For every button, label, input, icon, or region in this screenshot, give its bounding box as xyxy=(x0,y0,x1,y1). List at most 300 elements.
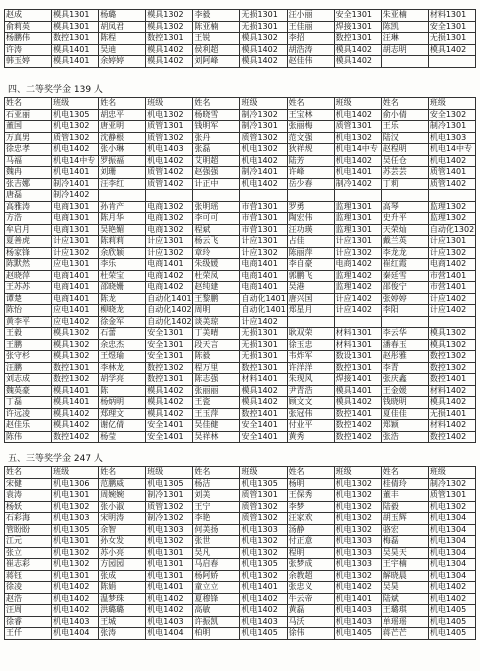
top-table xyxy=(4,9,476,68)
student-name-cell: 杜荣宝 xyxy=(99,270,146,282)
table-row xyxy=(5,408,476,420)
student-name-cell: 高雅涛 xyxy=(5,201,52,213)
student-name-cell xyxy=(287,190,334,202)
student-name-cell: 范鹏威 xyxy=(99,478,146,490)
class-cell: 机电1301 xyxy=(146,547,193,559)
class-cell: 质管1402 xyxy=(428,178,475,190)
student-name-cell: 夏善虎 xyxy=(5,236,52,248)
class-cell: 计应1302 xyxy=(334,247,381,259)
class-cell: 机电1302 xyxy=(146,109,193,121)
class-cell: 机电1402 xyxy=(240,178,287,190)
student-name-cell: 张吉娜 xyxy=(5,178,52,190)
class-cell: 机电1302 xyxy=(52,501,99,513)
student-name-cell: 张庆鑫 xyxy=(381,374,428,386)
class-cell: 机电1304 xyxy=(428,524,475,536)
student-name-cell: 张丽梅 xyxy=(287,121,334,133)
student-name-cell: 刘珊 xyxy=(99,167,146,179)
student-name-cell: 余忠杰 xyxy=(99,339,146,351)
class-cell: 制冷1402 xyxy=(334,178,381,190)
class-cell: 模具1401 xyxy=(334,385,381,397)
class-cell: 市营1401 xyxy=(428,282,475,294)
student-name-cell: 赵晓萍 xyxy=(5,270,52,282)
class-cell: 模具1402 xyxy=(146,385,193,397)
table-row xyxy=(5,536,476,548)
class-cell: 机电1402 xyxy=(146,605,193,617)
class-cell: 模具1402 xyxy=(146,408,193,420)
student-name-cell: 李青 xyxy=(381,362,428,374)
class-cell: 材料1402 xyxy=(428,385,475,397)
class-cell: 模具1402 xyxy=(146,44,193,56)
student-name-cell: 章玲 xyxy=(193,247,240,259)
student-name-cell: 吴祥林 xyxy=(193,431,240,443)
top-table-section xyxy=(4,9,476,68)
class-cell: 机电1302 xyxy=(334,524,381,536)
student-name-cell: 陈默然 xyxy=(5,259,52,271)
student-name-cell: 顾文文 xyxy=(287,397,334,409)
class-cell: 模具1301 xyxy=(52,21,99,33)
class-cell: 材料1301 xyxy=(334,328,381,340)
class-cell: 机电1304 xyxy=(428,513,475,525)
class-cell: 数控1402 xyxy=(52,431,99,443)
class-cell: 机电1404 xyxy=(52,628,99,640)
class-cell: 电商1401 xyxy=(240,259,287,271)
class-cell: 机电1401 xyxy=(146,582,193,594)
student-name-cell: 管盼盼 xyxy=(5,524,52,536)
class-cell: 制冷1302 xyxy=(240,109,287,121)
student-name-cell: 童立立 xyxy=(193,582,240,594)
student-name-cell: 王鹏 xyxy=(5,339,52,351)
class-cell: 模具1402 xyxy=(334,44,381,56)
class-cell: 自动化1401 xyxy=(241,305,286,314)
table-row xyxy=(5,213,476,225)
class-cell: 安全1301 xyxy=(428,21,475,33)
class-cell xyxy=(428,190,475,202)
class-cell: 无损1301 xyxy=(240,10,287,22)
class-cell: 模具1302 xyxy=(146,10,193,22)
class-cell: 计应1302 xyxy=(146,247,193,259)
student-name-cell: 王宇楠 xyxy=(381,559,428,571)
column-header: 姓名 xyxy=(381,467,428,479)
second-prize-table xyxy=(4,97,476,443)
student-name-cell: 占佳 xyxy=(287,236,334,248)
class-cell: 机电1402 xyxy=(240,593,287,605)
class-cell: 机电1302 xyxy=(240,536,287,548)
class-cell: 计应1402 xyxy=(428,305,475,317)
table-row xyxy=(5,374,476,386)
class-cell: 机电1401 xyxy=(334,593,381,605)
class-cell: 数控1301 xyxy=(146,374,193,386)
student-name-cell: 陈娟 xyxy=(99,582,146,594)
table-row xyxy=(5,362,476,374)
third-prize-section xyxy=(4,452,476,640)
class-cell: 机电1302 xyxy=(334,570,381,582)
student-name-cell: 丁磊 xyxy=(5,397,52,409)
class-cell: 模具1402 xyxy=(428,44,475,56)
student-name-cell: 韦炸军 xyxy=(287,351,334,363)
column-header: 班级 xyxy=(428,98,475,110)
table-row xyxy=(5,282,476,294)
class-cell: 质管1402 xyxy=(146,178,193,190)
student-name-cell: 张守杉 xyxy=(5,351,52,363)
class-cell: 安全1401 xyxy=(146,431,193,443)
table-row xyxy=(5,339,476,351)
class-cell: 无损1301 xyxy=(240,328,287,340)
student-name-cell: 郑理文 xyxy=(99,408,146,420)
student-name-cell: 杨鹏伟 xyxy=(5,33,52,45)
column-header: 班级 xyxy=(52,98,99,110)
student-name-cell: 秦廷雪 xyxy=(381,270,428,282)
student-name-cell: 朱亚楠 xyxy=(381,10,428,22)
student-name-cell: 王毅 xyxy=(5,328,52,340)
class-cell: 机电14中专 xyxy=(334,144,381,156)
student-name-cell: 计正中 xyxy=(193,178,240,190)
student-name-cell: 戴兰英 xyxy=(381,236,428,248)
class-cell: 模具1402 xyxy=(52,420,99,432)
student-name-cell: 马福 xyxy=(5,155,52,167)
student-name-cell: 赵纯建 xyxy=(193,282,240,294)
class-cell: 机电1405 xyxy=(428,605,475,617)
class-cell: 无损1301 xyxy=(240,339,287,351)
class-cell: 机电1302 xyxy=(334,513,381,525)
table-row xyxy=(5,259,476,271)
class-cell: 机电1402 xyxy=(52,144,99,156)
class-cell: 机电1402 xyxy=(52,582,99,594)
class-cell: 机电1402 xyxy=(240,155,287,167)
class-cell: 模具1301 xyxy=(52,10,99,22)
class-cell: 模具1402 xyxy=(240,385,287,397)
student-name-cell: 马沃 xyxy=(287,616,334,628)
class-cell: 安全1301 xyxy=(146,339,193,351)
student-name-cell: 柏明 xyxy=(193,628,240,640)
table-row xyxy=(5,190,476,202)
class-cell: 计应1301 xyxy=(146,236,193,248)
student-name-cell: 王保秀 xyxy=(287,490,334,502)
student-name-cell: 牟启月 xyxy=(5,224,52,236)
table-row xyxy=(5,513,476,525)
student-name-cell: 李自豪 xyxy=(287,259,334,271)
student-name-cell: 赵浩 xyxy=(5,593,52,605)
student-name-cell: 汪家欢 xyxy=(287,513,334,525)
class-cell: 模具1402 xyxy=(240,44,287,56)
student-name-cell: 朱现风 xyxy=(287,374,334,386)
third-prize-table xyxy=(4,466,476,640)
student-name-cell: 王仟 xyxy=(5,628,52,640)
student-name-cell: 张磊 xyxy=(193,144,240,156)
column-header: 班级 xyxy=(146,98,193,110)
student-name-cell: 李乐 xyxy=(99,259,146,271)
class-cell: 机电1402 xyxy=(334,155,381,167)
student-name-cell: 钱明军 xyxy=(193,121,240,133)
student-name-cell: 刘志成 xyxy=(5,374,52,386)
class-cell: 自动化1402 xyxy=(147,305,192,314)
class-cell: 机电1301 xyxy=(52,490,99,502)
class-cell: 机电1305 xyxy=(52,524,99,536)
student-name-cell: 骆宏 xyxy=(381,524,428,536)
student-name-cell: 李龙龙 xyxy=(381,247,428,259)
student-name-cell: 程明 xyxy=(287,547,334,559)
student-name-cell: 郑颖 xyxy=(381,420,428,432)
class-cell: 机电1303 xyxy=(334,559,381,571)
class-cell: 安全1301 xyxy=(146,328,193,340)
class-cell: 质管1302 xyxy=(240,132,287,144)
column-header: 班级 xyxy=(240,467,287,479)
student-name-cell: 杨家锋 xyxy=(5,247,52,259)
class-cell: 制冷1302 xyxy=(428,478,475,490)
class-cell: 制冷1302 xyxy=(146,513,193,525)
student-name-cell: 夏穆锋 xyxy=(193,593,240,605)
student-name-cell xyxy=(99,190,146,202)
table-row xyxy=(5,33,476,45)
student-name-cell: 杨莹 xyxy=(99,431,146,443)
table-row xyxy=(5,501,476,513)
class-cell: 机电1302 xyxy=(52,547,99,559)
class-cell: 机电1405 xyxy=(334,628,381,640)
class-cell: 模具1302 xyxy=(428,328,475,340)
class-cell: 质管1301 xyxy=(428,490,475,502)
student-name-cell: 李毅 xyxy=(193,10,240,22)
table-row xyxy=(5,616,476,628)
student-name-cell: 胡学亮 xyxy=(99,374,146,386)
student-name-cell: 王瓷 xyxy=(193,397,240,409)
table-row xyxy=(5,236,476,248)
student-name-cell: 黄秀 xyxy=(287,431,334,443)
student-name-cell: 罗勇 xyxy=(287,201,334,213)
student-name-cell: 孙女发 xyxy=(99,536,146,548)
class-cell: 电商1401 xyxy=(240,282,287,294)
table-row xyxy=(5,305,476,317)
class-cell: 电商1401 xyxy=(52,270,99,282)
class-cell: 自动化1401 xyxy=(241,293,286,303)
student-name-cell: 杨妖 xyxy=(5,501,52,513)
student-name-cell: 唐磊 xyxy=(5,190,52,202)
student-name-cell: 胡浩涛 xyxy=(287,44,334,56)
table-row xyxy=(5,431,476,443)
student-name-cell: 吴艳媚 xyxy=(99,224,146,236)
class-cell: 应电1401 xyxy=(52,305,99,317)
class-cell: 制冷1301 xyxy=(146,490,193,502)
student-name-cell: 张梦成 xyxy=(287,559,334,571)
class-cell: 数控1401 xyxy=(428,374,475,386)
class-cell: 机电1402 xyxy=(334,582,381,594)
class-cell: 机电1403 xyxy=(146,144,193,156)
class-cell: 机电1303 xyxy=(428,132,475,144)
student-name-cell: 刘美 xyxy=(193,490,240,502)
class-cell: 机电1303 xyxy=(52,513,99,525)
student-name-cell: 张世 xyxy=(193,536,240,548)
table-row xyxy=(5,490,476,502)
student-name-cell: 郑星月 xyxy=(287,305,334,317)
column-header: 姓名 xyxy=(5,467,52,479)
student-name-cell: 万真男 xyxy=(5,132,52,144)
class-cell: 数控1301 xyxy=(146,33,193,45)
class-cell: 计应1402 xyxy=(240,316,287,328)
student-name-cell: 张成 xyxy=(99,570,146,582)
class-cell xyxy=(146,190,193,202)
student-name-cell: 杨明 xyxy=(287,478,334,490)
student-name-cell: 段天言 xyxy=(193,339,240,351)
class-cell: 机电1304 xyxy=(428,536,475,548)
student-name-cell: 余婷婷 xyxy=(99,56,146,68)
table-row xyxy=(5,44,476,56)
student-name-cell: 范文强 xyxy=(287,132,334,144)
student-name-cell: 朱级媛 xyxy=(193,259,240,271)
class-cell: 自动化1402 xyxy=(147,316,192,326)
student-name-cell: 陈 xyxy=(99,385,146,397)
student-name-cell: 吴佳健 xyxy=(193,420,240,432)
table-row xyxy=(5,628,476,640)
class-cell: 机电1403 xyxy=(240,616,287,628)
student-name-cell: 王黎鹏 xyxy=(193,293,240,305)
class-cell: 机电1305 xyxy=(240,478,287,490)
class-cell: 计应1301 xyxy=(428,236,475,248)
class-cell: 焊接1401 xyxy=(334,374,381,386)
class-cell: 电商1301 xyxy=(52,224,99,236)
table-row xyxy=(5,132,476,144)
class-cell: 制冷1402 xyxy=(52,190,99,202)
class-cell: 模具1401 xyxy=(52,44,99,56)
student-name-cell: 温梦珠 xyxy=(99,593,146,605)
class-cell: 机电1402 xyxy=(428,593,475,605)
class-cell xyxy=(334,190,381,202)
class-cell: 电商1402 xyxy=(146,282,193,294)
table-row xyxy=(5,224,476,236)
student-name-cell: 唐亚明 xyxy=(99,121,146,133)
class-cell: 质管1302 xyxy=(240,501,287,513)
class-cell: 数设1301 xyxy=(334,351,381,363)
class-cell: 机电1301 xyxy=(146,570,193,582)
student-name-cell: 李可可 xyxy=(193,213,240,225)
class-cell: 机电1402 xyxy=(334,109,381,121)
student-name-cell: 赵程明 xyxy=(381,144,428,156)
student-name-cell: 石蕾 xyxy=(99,328,146,340)
class-cell: 模具1302 xyxy=(240,33,287,45)
student-name-cell: 徐金军 xyxy=(99,316,146,328)
student-name-cell: 梅磊 xyxy=(381,536,428,548)
student-name-cell: 刘阿峰 xyxy=(193,56,240,68)
table-row xyxy=(5,570,476,582)
class-cell: 机电1302 xyxy=(334,132,381,144)
student-name-cell: 吴迪 xyxy=(99,44,146,56)
table-row xyxy=(5,478,476,490)
student-name-cell: 汪鹏 xyxy=(5,362,52,374)
student-name-cell: 岳少春 xyxy=(287,178,334,190)
class-cell: 机电1302 xyxy=(334,490,381,502)
student-name-cell: 汪小丽 xyxy=(287,10,334,22)
class-cell: 无损1301 xyxy=(240,21,287,33)
student-name-cell: 赵强强 xyxy=(193,167,240,179)
class-cell: 模具1302 xyxy=(52,351,99,363)
student-name-cell xyxy=(381,190,428,202)
student-name-cell: 董国 xyxy=(5,121,52,133)
class-cell: 机电1302 xyxy=(428,501,475,513)
class-cell: 机电14中专 xyxy=(52,155,99,167)
student-name-cell: 张冠伟 xyxy=(287,408,334,420)
class-cell xyxy=(334,316,381,328)
class-cell: 材料1301 xyxy=(428,10,475,22)
column-header: 姓名 xyxy=(99,98,146,110)
student-name-cell: 周明 xyxy=(193,305,240,317)
table-row xyxy=(5,593,476,605)
class-cell: 计应1402 xyxy=(428,293,475,305)
student-name-cell: 邵晓姗 xyxy=(99,282,146,294)
student-name-cell: 李招 xyxy=(287,33,334,45)
student-name-cell: 赵佳伟 xyxy=(287,56,334,68)
student-name-cell: 汪功瑛 xyxy=(287,224,334,236)
class-cell: 电商1401 xyxy=(52,293,99,305)
student-name-cell xyxy=(381,316,428,328)
student-name-cell: 汪李红 xyxy=(99,178,146,190)
table-row xyxy=(5,144,476,156)
class-cell: 市营1301 xyxy=(240,213,287,225)
student-name-cell: 柳晓龙 xyxy=(99,305,146,317)
class-cell: 数控1302 xyxy=(146,362,193,374)
class-cell: 机电1305 xyxy=(146,478,193,490)
class-cell: 数控1301 xyxy=(52,362,99,374)
student-name-cell: 尹青浩 xyxy=(287,385,334,397)
class-cell: 机电1403 xyxy=(334,605,381,617)
student-name-cell: 许洋洋 xyxy=(287,362,334,374)
student-name-cell: 陈志强 xyxy=(193,374,240,386)
class-cell: 监理1301 xyxy=(334,213,381,225)
class-cell: 数控1401 xyxy=(240,408,287,420)
student-name-cell: 袁涛 xyxy=(5,490,52,502)
student-name-cell: 魏冉 xyxy=(5,167,52,179)
class-cell: 模具1402 xyxy=(146,56,193,68)
student-name-cell: 苏小亮 xyxy=(99,547,146,559)
student-name-cell: 魏英豪 xyxy=(5,385,52,397)
table-row xyxy=(5,397,476,409)
student-name-cell: 杨晓雪 xyxy=(193,109,240,121)
class-cell: 应电1301 xyxy=(52,259,99,271)
class-cell: 质管1402 xyxy=(146,167,193,179)
column-header: 姓名 xyxy=(5,98,52,110)
class-cell: 机电1302 xyxy=(334,501,381,513)
class-cell: 机电1403 xyxy=(52,616,99,628)
class-cell: 机电1401 xyxy=(334,167,381,179)
student-name-cell: 胡忠平 xyxy=(99,109,146,121)
table-header-row xyxy=(5,98,476,110)
student-name-cell: 夏佳佳 xyxy=(381,408,428,420)
student-name-cell: 韩玉婷 xyxy=(5,56,52,68)
student-name-cell: 谈美琼 xyxy=(193,316,240,328)
table-row xyxy=(5,10,476,22)
student-name-cell: 余智 xyxy=(99,524,146,536)
student-name-cell: 赵成 xyxy=(5,10,52,22)
table-row xyxy=(5,21,476,33)
student-name-cell: 方浩 xyxy=(5,213,52,225)
class-cell: 机电1305 xyxy=(240,559,287,571)
student-name-cell: 洪璐璐 xyxy=(99,605,146,617)
student-name-cell: 邵俊宁 xyxy=(381,282,428,294)
class-cell: 数控1402 xyxy=(334,431,381,443)
class-cell: 机电1302 xyxy=(240,570,287,582)
class-cell: 计应1302 xyxy=(52,247,99,259)
class-cell: 制冷1401 xyxy=(52,178,99,190)
class-cell: 数控1402 xyxy=(334,420,381,432)
class-cell: 机电1302 xyxy=(146,536,193,548)
student-name-cell: 解晓晨 xyxy=(381,570,428,582)
class-cell: 计应1402 xyxy=(334,305,381,317)
student-name-cell: 周婉婉 xyxy=(99,490,146,502)
student-name-cell: 徐伟 xyxy=(287,628,334,640)
student-name-cell: 沈静根 xyxy=(99,132,146,144)
table-row xyxy=(5,385,476,397)
class-cell: 自动化1401 xyxy=(147,293,192,303)
student-name-cell: 天荣灿 xyxy=(381,224,428,236)
student-name-cell: 张忠义 xyxy=(287,582,334,594)
class-cell: 机电1402 xyxy=(428,582,475,594)
class-cell: 机电1401 xyxy=(52,167,99,179)
